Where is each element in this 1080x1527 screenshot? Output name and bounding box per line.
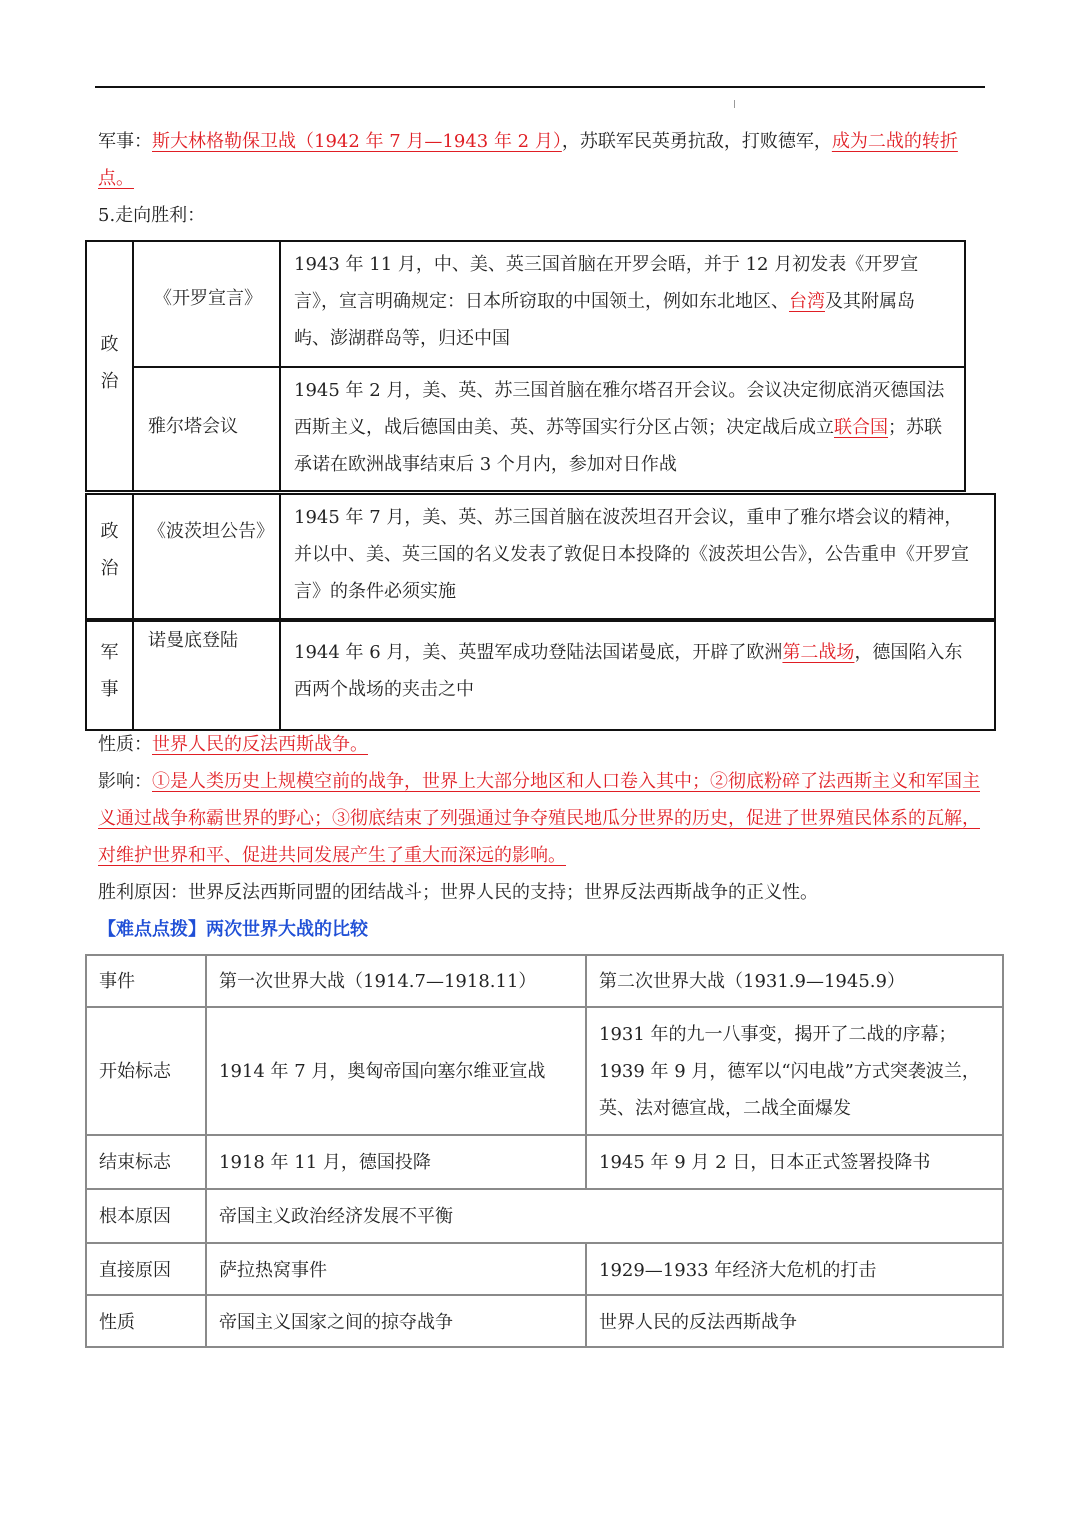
table-row — [86, 1189, 1003, 1243]
impact-paragraph: 影响：①是人类历史上规模空前的战争，世界上大部分地区和人口卷入其中；②彻底粉碎了法西斯主义和军国主义通过战争称霸世界的野心；③彻底结束了列强通过争夺殖民地瓜分世界的历史，促进了世界殖民体系的瓦解，对维护世界和平、促进共同发展产生了重大而深远的影响。 — [98, 771, 980, 866]
cairo-row — [134, 242, 962, 366]
potsdam-row — [134, 495, 992, 618]
table-row — [86, 1135, 1003, 1189]
start-ww1: 1914 年 7 月，奥匈帝国向塞尔维亚宣战 — [206, 1007, 586, 1135]
direct-label: 直接原因 — [86, 1243, 206, 1295]
comparison-table — [85, 954, 1004, 1348]
impact-text: ①是人类历史上规模空前的战争，世界上大部分地区和人口卷入其中；②彻底粉碎了法西斯主义和军国主义通过战争称霸世界的野心；③彻底结束了列强通过争夺殖民地瓜分世界的历史，促进了世界殖民体系的瓦解，对维护世界和平、促进共同发展产生了重大而深远的影响。 — [98, 771, 980, 866]
potsdam-name: 《波茨坦公告》 — [148, 521, 274, 542]
nature-text: 世界人民的反法西斯战争。 — [152, 734, 368, 755]
header-event: 事件 — [86, 955, 206, 1007]
un-highlight: 联合国 — [834, 417, 888, 438]
yalta-desc: 1945 年 2 月，美、英、苏三国首脑在雅尔塔召开会议。会议决定彻底消灭德国法西斯主义，战后德国由美、英、苏等国实行分区占领；决定战后成立联合国；苏联承诺在欧洲战事结束后 3 个月内，参加对日作战 — [294, 380, 945, 475]
nature-label: 性质 — [86, 1295, 206, 1347]
table-row — [86, 955, 1003, 1007]
cairo-desc: 1943 年 11 月，中、美、英三国首脑在开罗会晤，并于 12 月初发表《开罗宣言》，宣言明确规定：日本所窃取的中国领土，例如东北地区、台湾及其附属岛屿、澎湖群岛等，归还中国 — [294, 254, 919, 349]
yalta-row — [134, 368, 962, 490]
victory-reasons: 胜利原因：世界反法西斯同盟的团结战斗；世界人民的支持；世界反法西斯战争的正义性。 — [98, 882, 818, 903]
military-paragraph — [98, 123, 986, 197]
potsdam-desc: 1945 年 7 月，美、英、苏三国首脑在波茨坦召开会议，重申了雅尔塔会议的精神，并以中、美、英三国的名义发表了敦促日本投降的《波茨坦公告》，公告重申《开罗宣言》的条件必须实施 — [294, 507, 969, 602]
direct-ww1: 萨拉热窝事件 — [206, 1243, 586, 1295]
start-label: 开始标志 — [86, 1007, 206, 1135]
header-tick-mark — [734, 100, 735, 108]
turning-point: 成为二战的转折点。 — [98, 131, 958, 189]
end-ww1: 1918 年 11 月，德国投降 — [206, 1135, 586, 1189]
nature-paragraph: 性质：世界人民的反法西斯战争。 — [98, 734, 368, 755]
table-row — [86, 1243, 1003, 1295]
difficulty-title: 【难点点拨】两次世界大战的比较 — [98, 919, 368, 940]
group-label-politics-2: 政治 — [100, 521, 119, 579]
military-label: 军事： — [98, 131, 152, 152]
political-block-1 — [85, 240, 966, 492]
normandy-row — [134, 622, 992, 729]
nature-ww1: 帝国主义国家之间的掠夺战争 — [206, 1295, 586, 1347]
military-block — [85, 620, 996, 731]
header-rule — [95, 86, 985, 88]
group-label-military: 军事 — [100, 642, 119, 700]
group-label-politics-1: 政治 — [100, 334, 119, 392]
normandy-desc: 1944 年 6 月，美、英盟军成功登陆法国诺曼底，开辟了欧洲第二战场，德国陷入东西两个战场的夹击之中 — [294, 642, 963, 700]
header-ww1: 第一次世界大战（1914.7—1918.11） — [206, 955, 586, 1007]
header-ww2: 第二次世界大战（1931.9—1945.9） — [586, 955, 1003, 1007]
end-label: 结束标志 — [86, 1135, 206, 1189]
political-block-2 — [85, 493, 996, 620]
taiwan-highlight: 台湾 — [789, 291, 825, 312]
start-ww2: 1931 年的九一八事变，揭开了二战的序幕；1939 年 9 月，德军以“闪电战”方式突袭波兰，英、法对德宣战，二战全面爆发 — [586, 1007, 1003, 1135]
military-text: ，苏联军民英勇抗敌，打败德军， — [561, 131, 832, 152]
section-title: 5.走向胜利： — [98, 205, 206, 226]
normandy-name: 诺曼底登陆 — [148, 630, 238, 651]
direct-ww2: 1929—1933 年经济大危机的打击 — [586, 1243, 1003, 1295]
table-row — [86, 1295, 1003, 1347]
cairo-name: 《开罗宣言》 — [154, 288, 262, 309]
end-ww2: 1945 年 9 月 2 日，日本正式签署投降书 — [586, 1135, 1003, 1189]
table-row — [86, 1007, 1003, 1135]
nature-ww2: 世界人民的反法西斯战争 — [586, 1295, 1003, 1347]
root-both: 帝国主义政治经济发展不平衡 — [206, 1189, 1003, 1243]
root-label: 根本原因 — [86, 1189, 206, 1243]
stalingrad-battle: 斯大林格勒保卫战（1942 年 7 月—1943 年 2 月） — [152, 131, 562, 152]
yalta-name: 雅尔塔会议 — [148, 416, 238, 437]
second-front-highlight: 第二战场 — [782, 642, 855, 663]
